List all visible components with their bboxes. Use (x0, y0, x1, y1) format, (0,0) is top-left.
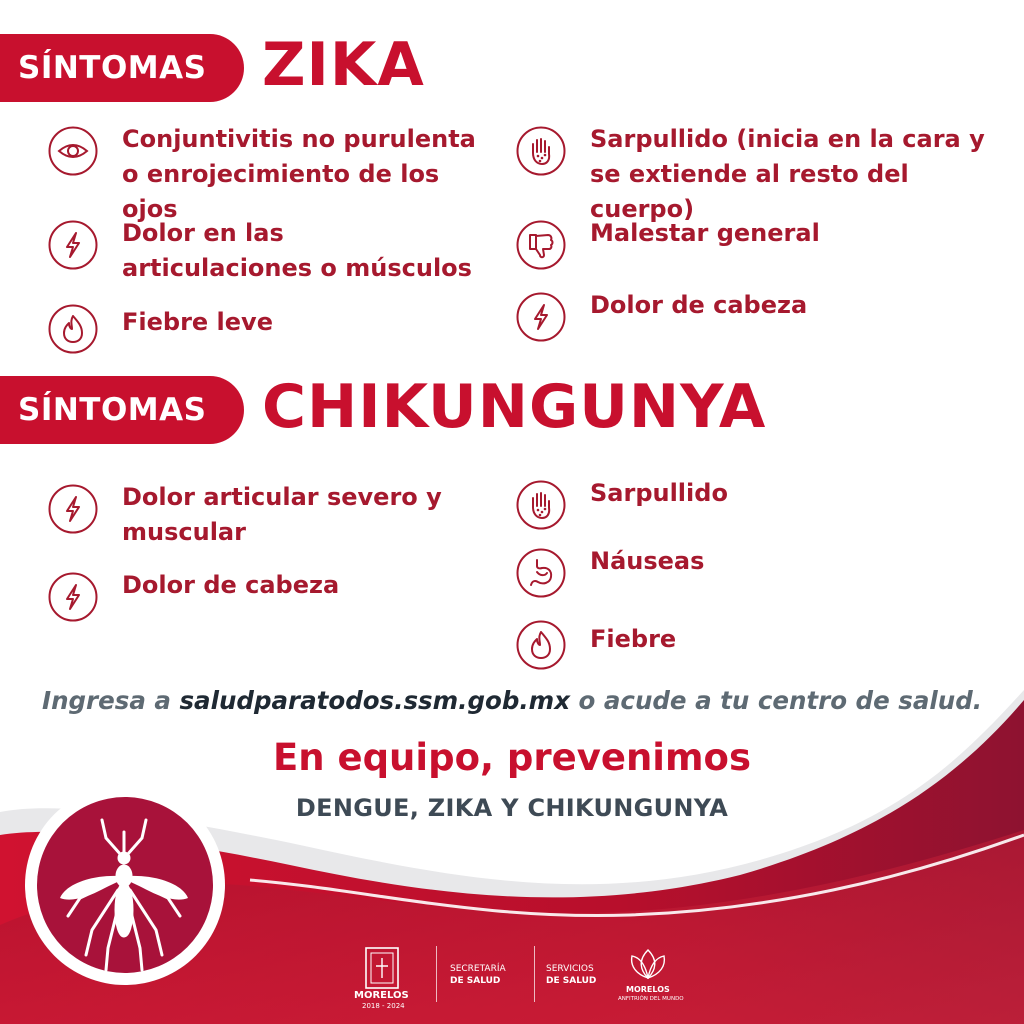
thumbs-down-icon (516, 220, 566, 270)
symptom-text: Dolor de cabeza (590, 291, 808, 319)
cta-suffix: o acude a tu centro de salud. (570, 686, 983, 715)
chikungunya-section-pill (0, 376, 244, 444)
stomach-icon (516, 548, 566, 598)
call-to-action (0, 686, 1024, 715)
logo2-line1: SECRETARÍA (450, 964, 506, 974)
logo3-line2: DE SALUD (546, 976, 597, 986)
chik-symptom-fever (516, 616, 950, 670)
chik-symptom-rash (516, 476, 950, 530)
symptom-text: Sarpullido (590, 479, 728, 507)
footer-logos (350, 940, 710, 1010)
symptom-text: Dolor en las articulaciones o músculos (122, 219, 472, 282)
symptom-text: Dolor articular severo y muscular (122, 483, 442, 546)
chik-symptom-nausea (516, 544, 950, 598)
slogan-subtitle: DENGUE, ZIKA Y CHIKUNGUNYA (295, 794, 729, 822)
website-link[interactable]: saludparatodos.ssm.gob.mx (179, 686, 570, 715)
flame-icon (516, 620, 566, 670)
chik-symptom-headache (48, 568, 482, 622)
rash-hand-icon (516, 480, 566, 530)
flame-icon (48, 304, 98, 354)
zika-title: ZIKA (262, 30, 425, 100)
chikungunya-pill-label: SÍNTOMAS (18, 392, 207, 428)
chikungunya-title: CHIKUNGUNYA (262, 372, 767, 442)
symptom-text: Conjuntivitis no purulenta o enrojecimiento de los ojos (122, 125, 476, 223)
symptom-text: Fiebre (590, 625, 677, 653)
logo4-name: MORELOS (626, 985, 670, 994)
lightning-icon (516, 292, 566, 342)
logo2-line2: DE SALUD (450, 976, 501, 986)
logo1-name: MORELOS (354, 990, 409, 1001)
zika-pill-label: SÍNTOMAS (18, 50, 207, 86)
lightning-icon (48, 572, 98, 622)
zika-symptom-conjunctivitis (48, 122, 482, 227)
symptom-text: Sarpullido (inicia en la cara y se extiende al resto del cuerpo) (590, 125, 985, 223)
zika-symptom-headache (516, 288, 950, 342)
zika-symptom-rash (516, 122, 990, 227)
symptom-text: Malestar general (590, 219, 820, 247)
zika-symptom-joint-pain (48, 216, 482, 286)
lightning-icon (48, 220, 98, 270)
divider (534, 946, 535, 1002)
rash-hand-icon (516, 126, 566, 176)
lightning-icon (48, 484, 98, 534)
logo3-line1: SERVICIOS (546, 964, 594, 974)
symptom-text: Dolor de cabeza (122, 571, 340, 599)
divider (436, 946, 437, 1002)
morelos-flower-logo (624, 946, 672, 982)
zika-section-pill (0, 34, 244, 102)
symptom-text: Náuseas (590, 547, 705, 575)
chik-symptom-joint-pain (48, 480, 482, 550)
logo4-tagline: ANFITRIÓN DEL MUNDO (618, 996, 684, 1002)
zika-symptom-malaise (516, 216, 950, 270)
zika-symptom-mild-fever (48, 300, 482, 354)
symptom-text: Fiebre leve (122, 308, 273, 336)
slogan-title: En equipo, prevenimos (272, 736, 751, 779)
logo1-years: 2018 - 2024 (362, 1002, 405, 1010)
cta-prefix: Ingresa a (41, 686, 180, 715)
mosquito-icon (20, 780, 230, 990)
eye-icon (48, 126, 98, 176)
morelos-coat-of-arms-logo (362, 946, 402, 990)
